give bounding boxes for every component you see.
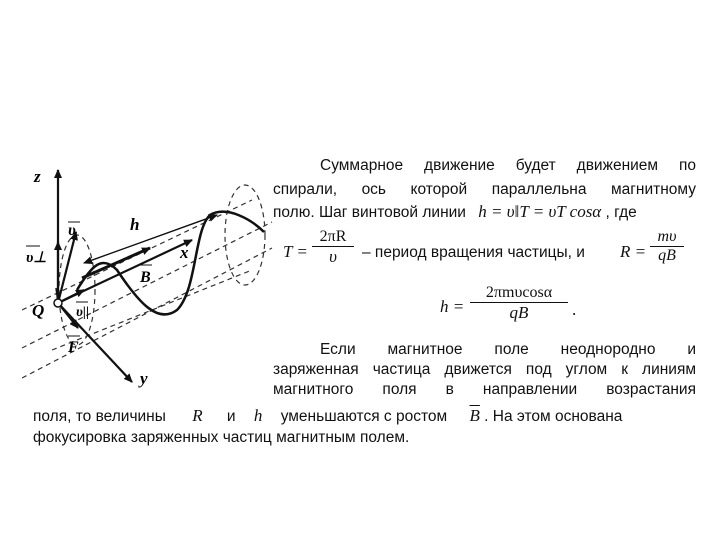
label-v: υ — [68, 222, 76, 239]
T-numerator: 2πR — [319, 228, 347, 245]
para2-R: R — [192, 406, 203, 425]
label-F: F — [68, 339, 79, 356]
para2-line3: магнитного поля в направлении возрастания — [273, 381, 696, 398]
para2-line4 — [33, 406, 696, 426]
para2-line4-b: уменьшаются с ростом — [280, 408, 448, 425]
T-lhs: T = — [283, 242, 308, 261]
formula-h-step: h = υ‖T = υT cosα — [478, 202, 602, 221]
formula-h-dot: . — [572, 300, 577, 319]
para2-line4-c: . На этом основана — [484, 408, 623, 425]
formula-h-lhs — [440, 297, 464, 317]
h-numerator: 2πmυcosα — [485, 284, 553, 301]
para2-line5: фокусировка заряженных частиц магнитным полем. — [33, 429, 410, 446]
formula-T-fraction — [312, 228, 354, 267]
label-Q: Q — [32, 301, 45, 320]
para1-line1: Суммарное движение будет движением по — [320, 157, 696, 174]
label-B: B — [140, 269, 151, 286]
formula-T-lhs — [283, 242, 308, 262]
R-lhs: R = — [620, 242, 647, 261]
para1-line4: – период вращения частицы, и — [362, 244, 585, 261]
para2-line4-a: поля, то величины — [33, 408, 166, 425]
helix-diagram — [22, 160, 292, 400]
para1-line3-end: , где — [605, 204, 637, 221]
R-numerator: mυ — [657, 228, 677, 245]
label-x: x — [180, 243, 189, 262]
formula-R-fraction — [650, 228, 684, 265]
para2-h: h — [253, 406, 263, 425]
formula-h-fraction — [470, 284, 568, 323]
para2-B: $\overline{B}$ — [469, 406, 480, 425]
h-lhs: h = — [440, 297, 465, 316]
helix-curve — [77, 212, 264, 315]
para2-and: и — [226, 408, 236, 425]
T-denominator: υ — [312, 246, 354, 267]
label-y: y — [140, 369, 148, 388]
label-z: z — [34, 167, 41, 186]
para1-line3 — [273, 202, 637, 222]
R-denominator: qB — [650, 246, 684, 265]
label-v-parallel: υ|| — [76, 305, 90, 320]
h-denominator: qB — [470, 302, 568, 323]
para1-line2: спирали, ось которой параллельна магнитному — [273, 181, 696, 198]
formula-R-lhs — [620, 242, 646, 262]
para2-line1: Если магнитное поле неоднородно и — [320, 341, 696, 358]
F-vector — [58, 303, 78, 328]
para1-line3-text: полю. Шаг винтовой линии — [273, 204, 466, 221]
label-h: h — [130, 215, 140, 234]
label-v-perp: υ⊥ — [26, 250, 47, 266]
para2-line2: заряженная частица движется под углом к линиям — [273, 361, 696, 378]
charge-q — [54, 299, 62, 307]
